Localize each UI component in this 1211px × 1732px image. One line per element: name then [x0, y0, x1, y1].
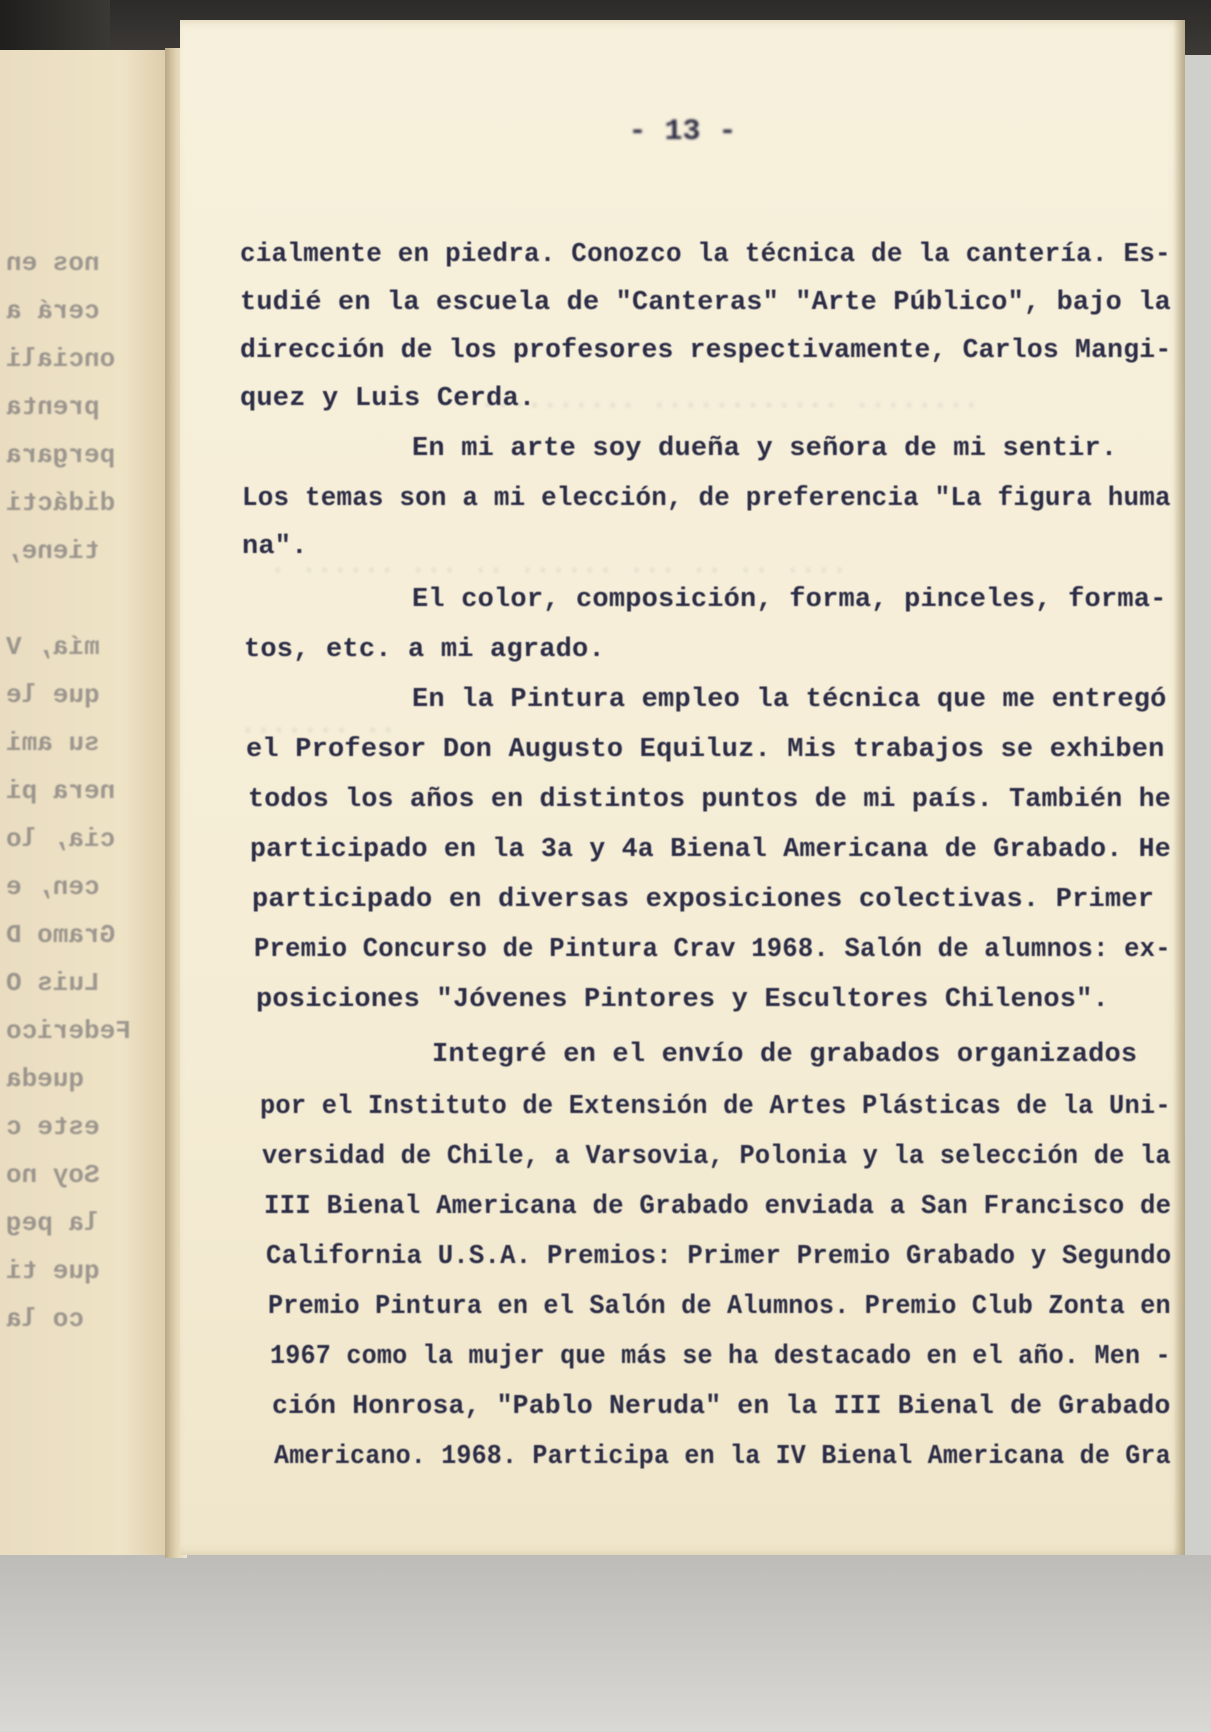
bleed-through-line: queda [6, 1064, 85, 1094]
body-text-line: Integré en el envío de grabados organizados [432, 1040, 1138, 1070]
body-text-line: Premio Concurso de Pintura Crav 1968. Salón de alumnos: ex- [254, 935, 1171, 965]
bleed-through-line: nos en [6, 248, 100, 278]
bleed-through-line: cen, e [6, 872, 100, 902]
bleed-through-line: co la [6, 1304, 85, 1334]
body-text-line: todos los años en distintos puntos de mi país. También he [248, 785, 1171, 815]
bleed-through-line: su ami [6, 728, 100, 758]
body-text-line: III Bienal Americana de Grabado enviada a San Francisco de [264, 1192, 1172, 1222]
bleed-through-line: cia, lo [6, 824, 116, 854]
bleed-through-line: nera pi [6, 776, 116, 806]
body-text-line: el Profesor Don Augusto Equiluz. Mis trabajos se exhiben [246, 735, 1165, 765]
body-text-line: versidad de Chile, a Varsovia, Polonia y la selección de la [262, 1142, 1171, 1172]
body-text-line: dirección de los profesores respectivamente, Carlos Mangi- [240, 336, 1172, 366]
bleed-through-line: mía, V [6, 632, 100, 662]
bleed-through-line: Gramo D [6, 920, 116, 950]
body-text-line: cialmente en piedra. Conozco la técnica de la cantería. Es- [240, 240, 1171, 270]
body-text-line: Los temas son a mi elección, de preferencia "La figura huma [242, 484, 1171, 514]
reverse-side-ghost-text: .......... ............ ........ [480, 385, 980, 415]
body-text-line: En la Pintura empleo la técnica que me entregó [412, 685, 1167, 715]
background-bottom-surface [0, 1555, 1211, 1732]
body-text-line: posiciones "Jóvenes Pintores y Escultores Chilenos". [256, 985, 1109, 1015]
bleed-through-line: cerá a [6, 296, 100, 326]
body-text-line: 1967 como la mujer que más se ha destacado en el año. Men - [270, 1342, 1171, 1372]
page-number: - 13 - [628, 115, 737, 149]
body-text-line: Premio Pintura en el Salón de Alumnos. Premio Club Zonta en [268, 1292, 1171, 1322]
body-text-line: participado en la 3a y 4a Bienal Americana de Grabado. He [250, 835, 1171, 865]
bleed-through-line: prenta [6, 392, 100, 422]
reverse-side-ghost-text: ....... .. [240, 710, 397, 740]
body-text-line: ción Honrosa, "Pablo Neruda" en la III Bienal de Grabado [272, 1392, 1171, 1422]
previous-page-edge [0, 50, 175, 1555]
body-text-line: En mi arte soy dueña y señora de mi sentir. [412, 434, 1118, 464]
body-text-line: por el Instituto de Extensión de Artes Plásticas de la Uni- [260, 1092, 1171, 1122]
body-text-line: tos, etc. a mi agrado. [244, 635, 605, 665]
bleed-through-line: Luis O [6, 968, 100, 998]
body-text-line: El color, composición, forma, pinceles, forma- [412, 585, 1167, 615]
reverse-side-ghost-text: . ...... ... .. ...... ... .. .. .... [270, 550, 848, 580]
bleed-through-line: pergara [6, 440, 116, 470]
bleed-through-line: la peg [6, 1208, 100, 1238]
document-page [180, 20, 1185, 1555]
body-text-line: na". [242, 532, 308, 562]
page-right-edge-shadow [1173, 20, 1185, 1555]
body-text-line: Americano. 1968. Participa en la IV Bienal Americana de Gra [274, 1442, 1171, 1472]
body-text-line: tudié en la escuela de "Canteras" "Arte Público", bajo la [240, 288, 1171, 318]
bleed-through-line: este c [6, 1112, 100, 1142]
body-text-line: quez y Luis Cerda. [240, 384, 536, 414]
bleed-through-line: Soy no [6, 1160, 100, 1190]
bleed-through-line: onciali [6, 344, 116, 374]
bleed-through-line: Federico [6, 1016, 131, 1046]
bleed-through-line: tiene, [6, 536, 100, 566]
body-text-line: participado en diversas exposiciones colectivas. Primer [252, 885, 1155, 915]
bleed-through-line: que le [6, 680, 100, 710]
body-text-line: California U.S.A. Premios: Primer Premio Grabado y Segundo [266, 1242, 1172, 1272]
bleed-through-line: didácti [6, 488, 116, 518]
bleed-through-line: que ti [6, 1256, 100, 1286]
